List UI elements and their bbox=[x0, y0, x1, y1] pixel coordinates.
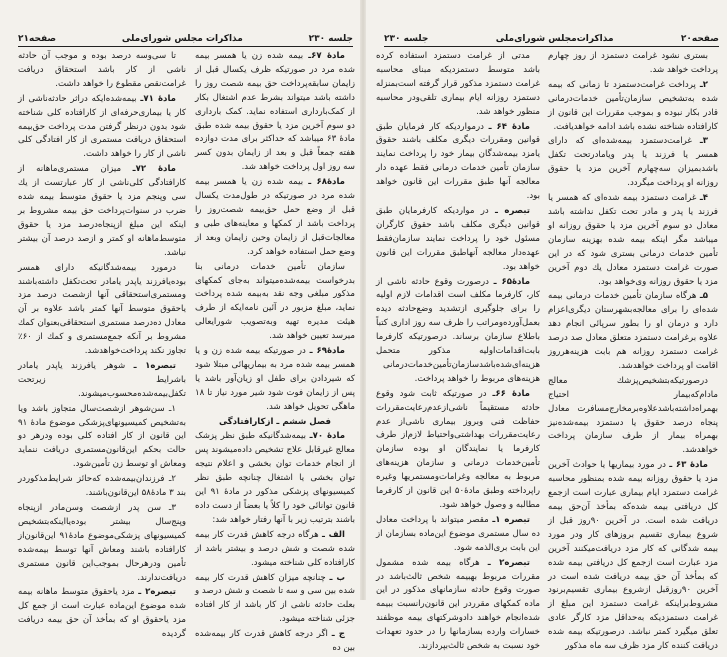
article-label: الف ـ bbox=[322, 529, 345, 540]
article-paragraph bbox=[548, 459, 718, 654]
article-label: مادهٔ ۶۳ ـ bbox=[669, 460, 708, 471]
article-paragraph bbox=[195, 261, 355, 344]
article-text: غرامت‌دستمزد بیمه‌شده‌ای که دارای همسر یا فرزند یا پدر ویامادرتحت تکفل باشدبمیزان سه‌چهارم آخرین مزد یا حقوق روزانه او پرداخت میگردد. bbox=[548, 136, 718, 189]
article-paragraph bbox=[548, 192, 718, 289]
article-paragraph bbox=[195, 345, 355, 415]
page-header bbox=[18, 30, 353, 47]
text-column-left bbox=[18, 50, 186, 643]
article-paragraph bbox=[376, 50, 540, 120]
article-paragraph bbox=[376, 557, 540, 654]
article-paragraph bbox=[18, 586, 186, 642]
article-paragraph bbox=[548, 375, 718, 458]
article-text: مزد یاحقوق متوسط ماهانه بیمه شده موضوع این‌ماده عبارت است از جمع کل مزد یاحقوق او که بمأخذ آن حق بیمه دریافت گردیده bbox=[18, 587, 186, 640]
article-text: اگر درجه کاهش قدرت کار بیمه‌شده بین ده bbox=[195, 629, 355, 654]
article-paragraph bbox=[18, 360, 186, 402]
article-label: ۵ـ bbox=[699, 291, 708, 302]
article-text: ۳ـ سن پدر ازشصت وسن‌مادر ازپنجاه وپنج‌سال بیشتر بوده‌یا‌اینکه‌بتشخیص کمیسیونهای پزشکی‌موضوع مادهٔ۹۱ این‌قانون‌از کارافتاده باشند ومعاش آنها توسط بیمه‌شده تأمین ودرهرحال بموجب‌این قانون مستمری دریافت‌ندارند. bbox=[18, 503, 187, 583]
article-paragraph bbox=[195, 176, 355, 259]
article-text: در مواردیکه کارفرمایان طبق قوانین دیگری مکلف باشد حقوق کارگران مسئول خود را پرداخت نمایند سازمان‌فقط عهده‌دار معالجه آنهاطبق مقررات این قانون خواهد بود. bbox=[376, 205, 540, 272]
article-label: ۲ـ bbox=[699, 79, 708, 90]
article-paragraph bbox=[548, 50, 718, 78]
text-column-right bbox=[548, 50, 718, 655]
article-label: تبصره۲ ـ bbox=[487, 557, 530, 568]
article-paragraph bbox=[18, 262, 186, 359]
article-label: تبصره ـ bbox=[494, 205, 530, 216]
article-paragraph bbox=[376, 205, 540, 275]
article-text: در صورتیکه بیمه شده زن و یا همسر بیمه شده مرد به بیماریهائی مبتلا شود که شیردادن برای طفل او زیان‌آور باشد یا پس از زایمان فوت شود شیر مورد نیاز تا ۱۸ ماهگی تحویل خواهد شد. bbox=[195, 346, 355, 412]
page-number: صفحه۲۰ bbox=[680, 34, 719, 44]
article-paragraph bbox=[18, 502, 186, 585]
article-text: درصورتیکه‌بتشخیص‌پزشك معالج مادام‌که‌بیمار احتیاج بهمراه‌داشته‌باشدعلاوه‌برمخارج‌مسافرت معادل پنجاه درصد حقوق یا دستمزد بیمه‌شده‌نیز بهمراه بیمار از طرف سازمان پرداخت خواهدشد. bbox=[548, 375, 718, 456]
article-paragraph bbox=[195, 529, 355, 571]
page-header bbox=[384, 30, 719, 47]
article-paragraph bbox=[376, 388, 540, 513]
article-label: مادهٔ ۷۱ـ bbox=[140, 93, 176, 104]
page-number: صفحه۲۱ bbox=[18, 34, 57, 44]
article-paragraph bbox=[376, 514, 540, 556]
journal-title: مذاکرات‌مجلس شورای‌ملی bbox=[495, 34, 614, 44]
article-text: هرگاه بیمه شده مشمول مقررات مربوط بهبیمه شخص ثالث‌باشد در صورت وقوع حادثه سازمانهای مذکور در این ماده کمکهای مقرردر این قانون‌رانسبت ببیمه شده‌انجام خواهند داد‌وشرکتهای بیمه موظفند خسارات وارده بسازمانها را در حدود تعهدات خود نسبت به شخص ثالث‌بپردازند. bbox=[376, 557, 540, 652]
session-number: جلسه ۲۳۰ bbox=[384, 34, 429, 44]
article-text: شوهر یافرزند یاپدر یامادر باشرایط زیرتحت تکفل‌بیمه‌شده‌محسوب‌میشوند. bbox=[18, 360, 186, 399]
article-text: هرگاه درجه کاهش قدرت کار بیمه شده شصت و شش درصد و بیشتر باشد از کارافتاده کلی شناخته میشود. bbox=[195, 529, 355, 568]
article-paragraph bbox=[18, 50, 186, 92]
article-label: مادهٔ ۷۰ـ bbox=[309, 431, 346, 442]
article-paragraph bbox=[18, 163, 186, 260]
article-paragraph bbox=[376, 276, 540, 387]
article-label: مادهٔ۶۸ ـ bbox=[308, 177, 345, 188]
article-label: مادهٔ ۶۷ـ bbox=[308, 51, 345, 61]
text-column-right bbox=[195, 50, 355, 657]
article-paragraph bbox=[548, 79, 718, 135]
text-column-left bbox=[376, 50, 540, 655]
article-label: تبصره۲ ـ bbox=[138, 587, 176, 598]
article-label: مادهٔ۶۹ ـ bbox=[309, 346, 345, 357]
article-label: مادهٔ ۶۶ـ bbox=[492, 388, 531, 399]
article-paragraph bbox=[548, 135, 718, 191]
article-text: درصورت وقوع حادثه ناشی از کار، کارفرما مکلف است اقدامات لازم اولیه را برای جلوگیری ازتشدید وضع‌حادثه دیده بعمل‌آورده‌ومراتب را ظرف سه روز اداری کتباً باطلاع سازمان برساند. درصورتیکه کارفرما بابت‌اقدامات‌اولیه مذکور متحمل هزینه‌ای‌شده‌باشدسازمان‌تأمین‌خدمات‌درمانی هزینه‌های مربوط را خواهد پرداخت. bbox=[376, 276, 540, 384]
article-text: بستری نشود غرامت دستمزد از روز چهارم پرداخت خواهد شد. bbox=[548, 51, 718, 75]
article-paragraph bbox=[18, 403, 186, 473]
article-paragraph bbox=[548, 290, 718, 373]
article-text: پرداخت غرامت‌دستمزد تا زمانی که بیمه شده به‌تشخیص سازمان‌تأمین خدمات‌درمانی قادر بکار نبوده و بموجب مقررات این قانون از کارافتاده شناخته نشده باشد ادامه خواهدیافت. bbox=[548, 79, 718, 132]
left-page bbox=[0, 0, 363, 654]
article-text: بیمه شده زن یا همسر بیمه شده مرد در صورتیکه ظرف یکسال قبل از زایمان سابقه‌پرداخت حق بیمه شصت روز را داشته باشد میتواند بشرط عدم اشتغال بکار از کمک‌بارداری استفاده نماید. کمک بارداری دو سوم آخرین مزد یا حقوق بیمه شده طبق مادهٔ ۶۳ میباشد که حداکثر برای مدت دوازده هفته جمعاً قبل و بعد از زایمان بدون کسر سه روز اول پرداخت خواهد شد. bbox=[195, 51, 355, 173]
article-paragraph bbox=[376, 121, 540, 204]
article-text: در مورد بیماریها یا حوادث آخرین مزد یا حقوق روزانه بیمه شده بمنظور محاسبه غرامت دستمزد ایام بیماری عبارت است ازجمع کل دریافتی بیمه شده‌که بمأخذ آن‌حق بیمه دریافت شده است. در آخرین ۹۰روز قبل از شروع بیماری تقسیم بروزهای کار ودر مورد بیمه شدگانی که کار مزد دریافت‌میکنند آخرین مزد عبارت است ازجمع کل دریافتی بیمه شده که بمأخذ آن حق بیمه دریافت شده است در آخرین ۹۰روزقبل ازشروع بیماری تقسیم‌برنود مشروط‌براینکه غرامت دستمزد این مبلغ از غرامت دستمزدیکه به‌حداقل مزد کارگر عادی تعلق میگیرد کمتر نباشد. درصورتیکه بیمه شده دریافت کننده کار مزد ظرف سه ماه مذکور bbox=[548, 460, 719, 652]
article-label: ج ـ bbox=[331, 629, 345, 640]
article-label: ب ـ bbox=[329, 572, 345, 583]
article-text: در صورتیکه ثابت شود وقوع حادثه مستقیماً ناشی‌ازعدم‌رعایت‌مقررات حفاظت فنی وبروز بیماری ناشی‌از عدم رعایت‌مقررات بهداشتی‌واحتیاط لازم‌از طرف کارفرما یا نمایندگان او بوده سازمان تأمین‌خدمات درمانی و سازمان هزینه‌های مربوط به معالجه وغرامات‌ومستمریها وغیره را‌پرداخته وطبق مادهٔ۵۰ این قانون از کارفرما مطالبه و وصول خواهد شود. bbox=[376, 388, 540, 510]
article-text: بیمه شده زن یا همسر بیمه شده مرد در صورتیکه در طول‌مدت یکسال قبل از وضع حمل حق‌بیمه شصت‌روز را پرداخت باشد از کمکها و معاینه‌های طبی و معالجات‌قبل از زایمان وحین زایمان وبعد از وضع حمل استفاده خواهد کرد. bbox=[195, 177, 355, 257]
article-text: ۱ـ سن‌شوهر ازشصت‌سال متجاوز باشد ویا به‌تشخیص کمیسیونهای‌پزشکی موضوع مادهٔ ۹۱ این قانون از کار افتاده کلی بوده ودرهر دو حالت بحکم این‌قانون‌مستمری دریافت ننماید ومعاش او توسط زن تأمین‌شود. bbox=[18, 403, 186, 470]
article-text: میزان مستمری‌ماهانه از کارافتادگی کلی‌ناشی از کار عبارتست از یك سی وپنجم مزد یا حقوق متوسط بیمه شده ضرب در سنوات‌پرداخت حق بیمه مشروط بر اینکه این مبلغ ازپنجاه‌درصد مزد یا حقوق متوسط‌ماهانه او کمتر و ازصد درصد آن بیشتر نباشد. bbox=[18, 164, 186, 258]
article-paragraph bbox=[18, 93, 186, 163]
article-text: سازمان تأمین خدمات درمانی بنا بدرخواست بیمه‌شده‌میتواند به‌جای کمکهای مذکور مبلغی وجه نقد به‌بیمه شده پرداخت نماید، مبلغ مزبور در آئین نامه‌ایکه از طرف هیئت مدیره تهیه وبه‌تصویب شورایعالی میرسد تعیین خواهد شد. bbox=[195, 261, 355, 342]
article-text: غرامت دستمزد بیمه شده‌ای که همسر یا فرزند یا پدر و مادر تحت تکفل نداشته باشد معادل دو سوم آخرین مزد یا حقوق روزانه او میباشد مگر اینکه بیمه شده بهزینه سازمان تأمین خدمات درمانی بستری شود که در این صورت غرامت دستمزد معادل یك دوم آخرین مزد یا حقوق روزانه وی‌خواهد بود. bbox=[548, 193, 718, 287]
article-text: بیمه‌شده‌ایکه دراثر حادثه‌ناشی از کار یا بیماری‌حرفه‌ای از کارافتاده کلی شناخته شود بدون درنظر گرفتن مدت پرداخت حق‌بیمه استحقاق دریافت مستمری از کار افتادگی کلی ناشی از کار را خواهد داشت. bbox=[18, 93, 186, 160]
article-text: مقصر میتواند با پرداخت معادل ده سال مستمری موضوع این‌ماده بسازمان از این بابت بری‌الذمه شود. bbox=[376, 514, 540, 553]
article-paragraph bbox=[18, 473, 186, 501]
article-paragraph bbox=[195, 572, 355, 628]
right-page bbox=[364, 0, 727, 652]
article-text: درمواردیکه کار فرمایان طبق قوانین ومقررات دیگری مکلف باشند حقوق یا‌مزد بیمه‌شدگان بیمار خود را پرداخت نمایند سازمان تأمین خدمات درمانی فقط عهده دار معالجه آنها طبق مقررات این قانون خواهد بود. bbox=[376, 121, 540, 202]
article-text: بیمه‌شدگانیکه طبق نظر پزشک معالج غیرقابل علاج تشخیص داده‌میشوند پس از انجام خدمات توان بخشی و اعلام نتیجه توان بخشی یا اشتغال چنانچه طبق نظر کمیسیونهای پزشکی مذکور در مادهٔ ۹۱ این قانون توانائی خود را کلاً یا بعضاً از دست داده باشند بترتیب زیر با آنها رفتار خواهد شد: bbox=[195, 431, 355, 525]
article-paragraph bbox=[195, 50, 355, 175]
section-heading: فصل ششم ـ ازکارافتادگی bbox=[218, 416, 332, 427]
article-label: مادهٔ ۷۲ـ bbox=[132, 164, 177, 175]
article-label: مادهٔ۶۵ ـ bbox=[493, 276, 531, 287]
article-text: تا سی‌و‌سه درصد بوده و موجب آن حادثه ناشی از کار باشد استحقاق دریافت غرامت‌نقص مقطوع را خواهد داشت. bbox=[18, 51, 186, 89]
article-label: تبصره۱ ـ bbox=[133, 360, 176, 371]
article-label: مادهٔ ۶۴ ـ bbox=[488, 121, 530, 132]
article-paragraph bbox=[195, 628, 355, 656]
article-label: ۳ـ bbox=[699, 136, 708, 147]
article-text: ۲ـ فرزندان‌بیمه‌شده که‌حائز شرایط‌مذکوردر بند ۳ مادهٔ۵۸ این‌قانون‌باشند. bbox=[18, 474, 186, 499]
article-text: چنانچه میزان کاهش قدرت کار بیمه شده بین سی و سه تا شصت و شش درصد و بعلت حادثه ناشی از کار باشد از کار افتاده جزئی شناخته میشود. bbox=[195, 572, 355, 625]
article-label: تبصره ۱ـ bbox=[492, 514, 530, 525]
session-number: جلسه ۲۳۰ bbox=[308, 34, 353, 44]
article-text: هرگاه سازمان تأمین خدمات درمانی بیمه شده‌ای را برای معالجه‌بشهرستان دیگری‌اعزام دارد و درمان او را بطور سرپائی انجام دهد علاوه برغرامت دستمزد متعلق معادل صد درصد غرامت دستمزد روزانه هم بابت هزینه‌هرروز اقامت او پرداخت خواهدشد. bbox=[548, 291, 718, 371]
article-label: ۴ـ bbox=[699, 193, 708, 204]
journal-title: مذاکرات مجلس شورای‌ملی bbox=[121, 34, 243, 44]
article-text: مدتی از غرامت دستمزد استفاده کرده باشد متوسط دستمزدیکه مبنای محاسبه غرامت دستمزد مذکور قرار گرفته است‌بمنزله دستمزد روزانه ایام بیماری تلقی‌ودر محاسبه منظور خواهد شد. bbox=[376, 51, 540, 117]
article-paragraph bbox=[195, 430, 355, 527]
article-text: درمورد بیمه‌شدگانیکه دارای همسر بوده‌یافرزند یاپدر یامادر تحت‌تکفل داشته‌باشند ومستمری‌استحقاقی آنها ازشصت درصد مزد یاحقوق متوسط آنها کمتر باشد علاوه بر آن معادل ده‌درصد مستمری استحقاقی‌بعنوان کمك مشروط بر آنکه جمع‌مستمری و کمك از ۶۰٪ تجاوز نکند پرداخت‌خواهدشد. bbox=[18, 262, 186, 357]
